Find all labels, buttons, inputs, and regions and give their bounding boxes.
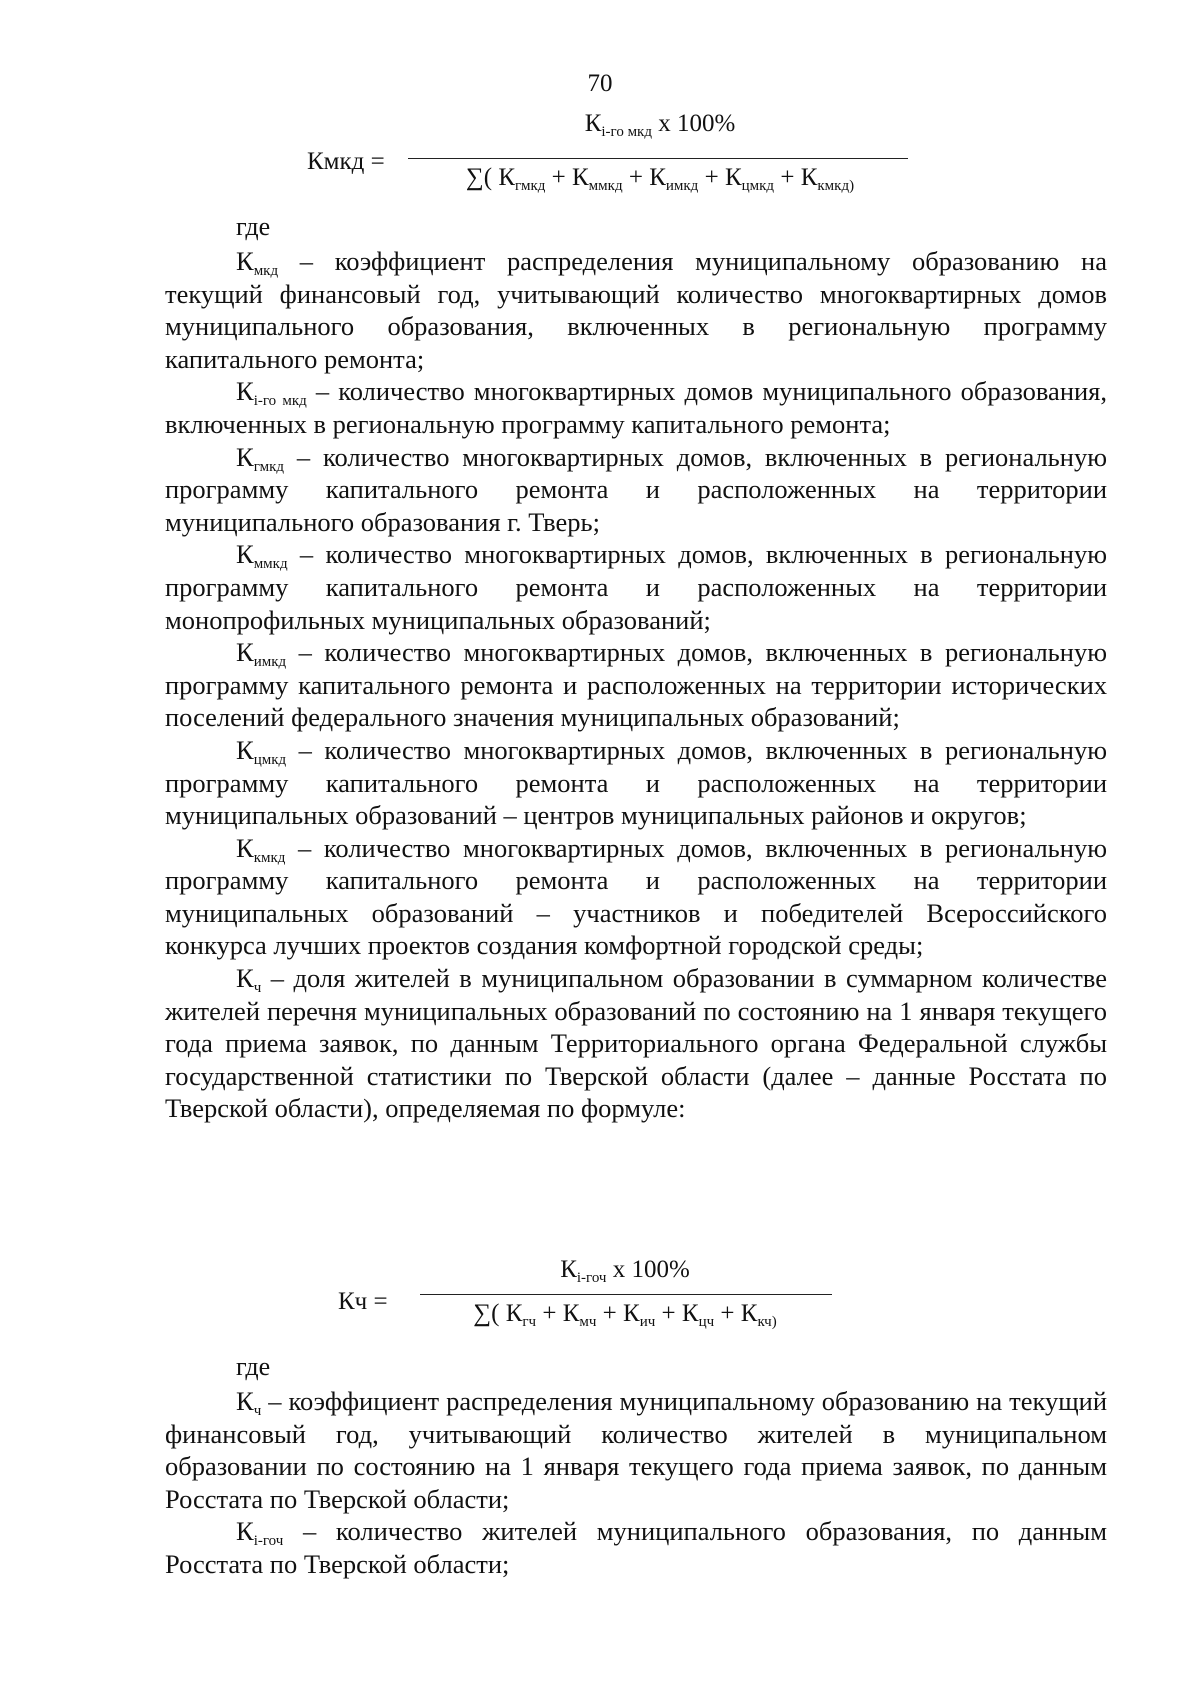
fraction-bar xyxy=(420,1294,832,1295)
page-number: 70 xyxy=(587,70,613,97)
definition-kmkd: $К_{мкд}$ – коэффициент распределения муниципальному образованию на текущий финансовый год, учитывающий количество многоквартирных домов муниципального образования, включенных в региональную программу капитального ремонта; xyxy=(165,246,1107,374)
where-label: где xyxy=(236,212,271,241)
definition-ki-goch: $К_{i-гоч}$ – количество жителей муниципального образования, по данным Росстата по Тверской области; xyxy=(165,1516,1107,1579)
definition-kch: $К_ч$ – коэффициент распределения муниципальному образованию на текущий финансовый год, учитывающий количество жителей в муниципальном образовании по состоянию на 1 января текущего года приема заявок, по данным Росстата по Тверской области; xyxy=(165,1386,1107,1514)
definition-kmmkd: $К_{ммкд}$ – количество многоквартирных домов, включенных в региональную программу капитального ремонта и расположенных на территории монопрофильных муниципальных образований; xyxy=(165,539,1107,635)
fraction-bar xyxy=(408,158,908,159)
definition-kcmkd: $К_{цмкд}$ – количество многоквартирных домов, включенных в региональную программу капитального ремонта и расположенных на территории муниципальных образований – центров муниципальных районов и округов; xyxy=(165,734,1107,831)
definitions-block-2 xyxy=(165,1385,1107,1581)
formula-lhs: Кмкд = xyxy=(307,148,385,175)
definition-kch: $К_ч$ – доля жителей в муниципальном образовании в суммарном количестве жителей перечня муниципальных образований по состоянию на 1 января текущего года приема заявок, по данным Территориального органа Федеральной службы государственной статистики по Тверской области (далее – данные Росстата по Тверской области), определяемая по формуле: xyxy=(165,963,1107,1124)
formula-denominator: ∑( $К_{гч} + К_{мч} + К_{ич} + К_{цч} + К_{кч)}$ xyxy=(473,1300,777,1330)
definition-ki-mkd: $К_{i-го мкд}$ – количество многоквартирных домов муниципального образования, включенных в региональную программу капитального ремонта; xyxy=(165,376,1107,439)
definition-kimkd: $К_{имкд}$ – количество многоквартирных домов, включенных в региональную программу капитального ремонта и расположенных на территории исторических поселений федерального значения муниципальных образований; xyxy=(165,637,1107,733)
formula-kch xyxy=(0,1248,1200,1338)
definitions-block-1 xyxy=(165,245,1107,1125)
formula-lhs: Кч = xyxy=(338,1288,388,1315)
formula-numerator: $К_{i-го мкд}$ х 100% xyxy=(584,110,736,140)
where-label: где xyxy=(236,1352,271,1381)
definition-kkmkd: $К_{кмкд}$ – количество многоквартирных домов, включенных в региональную программу капитального ремонта и расположенных на территории муниципальных образований – участников и победителей Всероссийского конкурса лучших проектов создания комфортной городской среды; xyxy=(165,832,1107,961)
formula-denominator: ∑( $К_{гмкд} + К_{ммкд} + К_{имкд} + К_{цмкд} + К_{кмкд)}$ xyxy=(465,164,855,194)
definition-kgmkd: $К_{гмкд}$ – количество многоквартирных домов, включенных в региональную программу капитального ремонта и расположенных на территории муниципального образования г. Тверь; xyxy=(165,441,1107,537)
formula-kmkd xyxy=(0,110,1200,200)
formula-numerator: $К_{i-гоч}$ х 100% xyxy=(560,1256,690,1286)
